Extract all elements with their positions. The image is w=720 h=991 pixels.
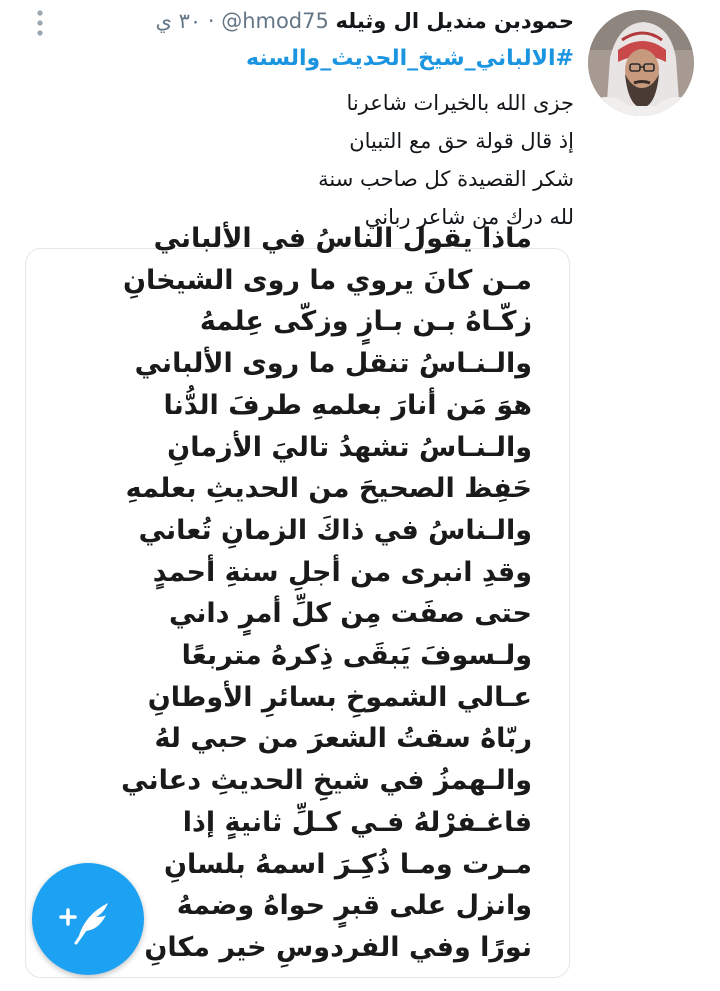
tweet-text-line: شكر القصيدة كل صاحب سنة [318, 167, 574, 191]
poem-line: حتى صفَت مِن كلِّ أمرٍ داني [168, 598, 532, 630]
hashtag-link[interactable]: #الالباني_شيخ_الحديث_والسنه [246, 46, 574, 71]
tweet-text-line: جزى الله بالخيرات شاعرنا [346, 91, 574, 115]
poem-line: حَفِظ الصحيحَ من الحديثِ بعلمهِ [125, 473, 532, 505]
compose-tweet-icon [32, 863, 144, 975]
tweet-text-line: لله درك من شاعر رباني [364, 205, 574, 229]
poem-line: ولـسوفَ يَبقَى ذِكرهُ متربعًا [181, 640, 532, 672]
separator-dot: · [207, 9, 215, 33]
poem-line: هوَ مَن أنارَ بعلمهِ طرفَ الدُّنا [163, 389, 532, 421]
poem-line: والـنـاسُ تشهدُ تاليَ الأزمانِ [167, 431, 532, 463]
tweet-header [155, 6, 574, 36]
avatar[interactable] [588, 10, 694, 116]
poem-line: والـنـاسُ تنقل ما روى الألباني [134, 348, 532, 380]
tweet-timestamp[interactable]: ٣٠ ي [155, 9, 202, 33]
poem-line: والـهمزُ في شيخِ الحديثِ دعاني [121, 765, 532, 797]
author-handle[interactable]: @hmod75 [221, 9, 329, 33]
poem-line: نورًا وفي الفردوسِ خير مكانِ [144, 931, 532, 963]
poem-line: مـن كانَ يروي ما روى الشيخانِ [122, 264, 532, 296]
poem-line: والـناسُ في ذاكَ الزمانِ تُعاني [138, 514, 532, 546]
poem-line: زكّـاهُ بـن بـازٍ وزكّى عِلمهُ [199, 306, 532, 338]
more-options-icon[interactable] [30, 8, 50, 38]
poem-line: ماذا يقول الناسُ في الألباني [153, 223, 532, 254]
poem-line: ربّاهُ سقتُ الشعرَ من حبي لهُ [154, 723, 532, 755]
compose-tweet-button[interactable] [32, 863, 144, 975]
tweet-text-line: إذ قال قولة حق مع التبيان [349, 129, 574, 153]
tweet-text [318, 84, 574, 236]
author-name[interactable]: حمودبن منديل ال وثيله [335, 9, 574, 33]
poem-line: عـالي الشموخِ بسائرِ الأوطانِ [147, 681, 532, 713]
poem-line: وانزل على قبرٍ حواهُ وضمهُ [176, 890, 532, 922]
poem-line: مـرت ومـا ذُكِـرَ اسمهُ بلسانِ [163, 848, 532, 880]
poem-line: وقدِ انبرى من أجلِ سنةِ أحمدٍ [152, 556, 532, 588]
poem-line: فاغـفرْلهُ فـي كـلِّ ثانيةٍ إذا [182, 806, 532, 838]
poem-text [26, 218, 532, 969]
